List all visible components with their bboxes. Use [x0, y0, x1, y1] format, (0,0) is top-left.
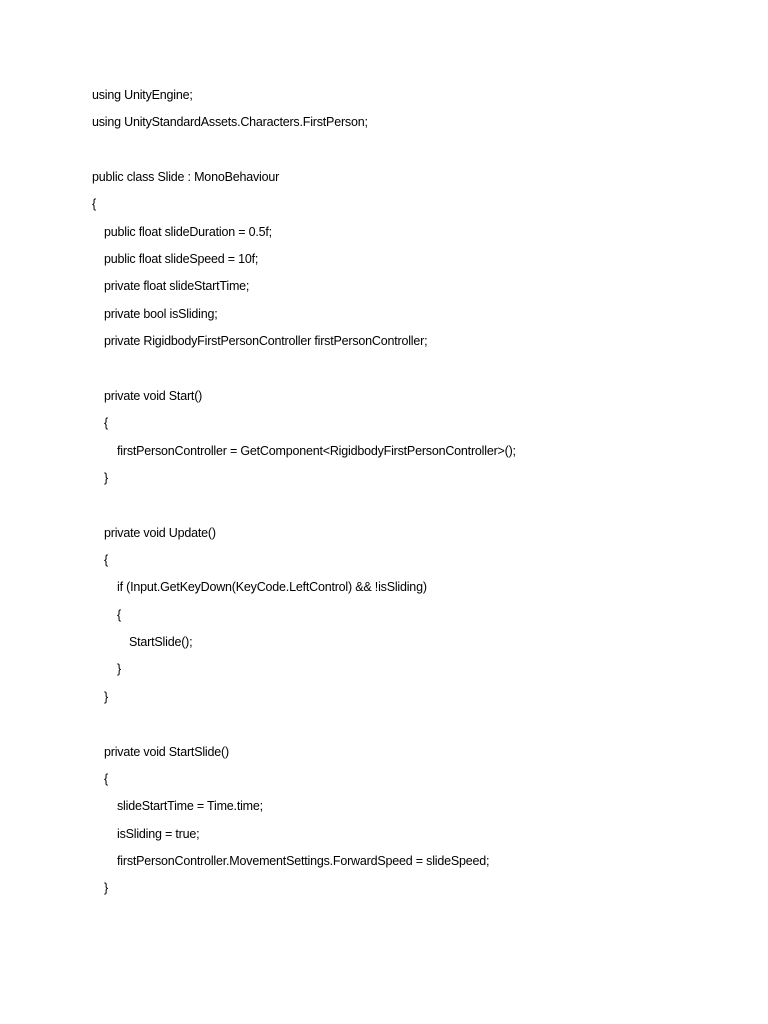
code-line: isSliding = true; — [117, 827, 200, 841]
code-line: private RigidbodyFirstPersonController firstPersonController; — [104, 334, 428, 348]
code-line: public class Slide : MonoBehaviour — [92, 170, 280, 184]
code-line: if (Input.GetKeyDown(KeyCode.LeftControl) && !isSliding) — [117, 580, 427, 594]
code-line: { — [117, 608, 121, 622]
code-line: private void StartSlide() — [104, 745, 229, 759]
code-line: using UnityEngine; — [92, 88, 193, 102]
code-line: { — [92, 197, 96, 211]
code-line: { — [104, 416, 108, 430]
code-line: firstPersonController.MovementSettings.ForwardSpeed = slideSpeed; — [117, 854, 490, 868]
code-line: { — [104, 553, 108, 567]
code-line: private void Start() — [104, 389, 203, 403]
code-line: firstPersonController = GetComponent<RigidbodyFirstPersonController>(); — [117, 444, 516, 458]
code-line: } — [104, 690, 108, 704]
code-line: } — [104, 881, 108, 895]
code-line: } — [117, 662, 121, 676]
code-line: public float slideDuration = 0.5f; — [104, 225, 272, 239]
code-line: using UnityStandardAssets.Characters.FirstPerson; — [92, 115, 368, 129]
code-line: private bool isSliding; — [104, 307, 218, 321]
code-line: private float slideStartTime; — [104, 279, 250, 293]
code-line: StartSlide(); — [129, 635, 193, 649]
code-line: public float slideSpeed = 10f; — [104, 252, 259, 266]
code-line: slideStartTime = Time.time; — [117, 799, 263, 813]
code-line: { — [104, 772, 108, 786]
code-line: private void Update() — [104, 526, 216, 540]
code-line: } — [104, 471, 108, 485]
